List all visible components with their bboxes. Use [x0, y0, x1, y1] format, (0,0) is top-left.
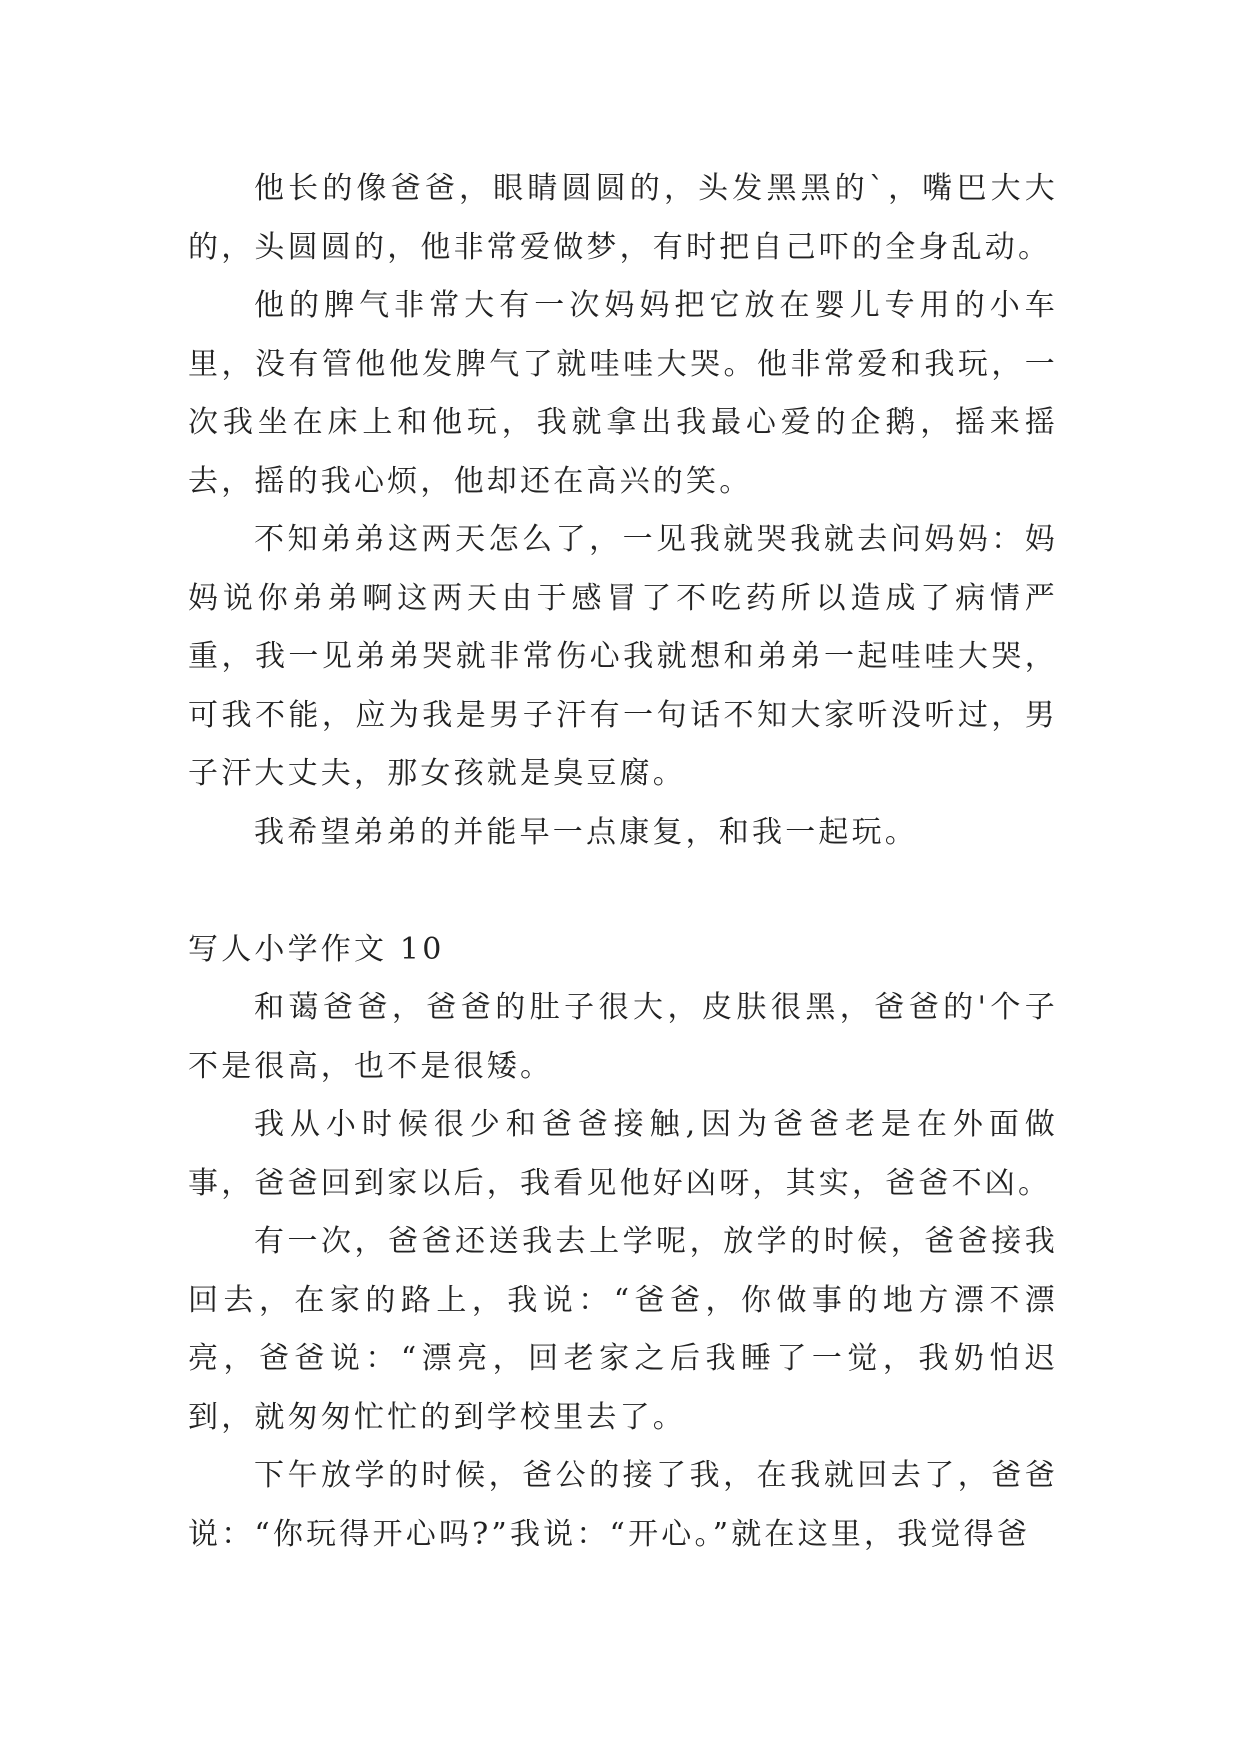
- paragraph: 不知弟弟这两天怎么了，一见我就哭我就去问妈妈：妈妈说你弟弟啊这两天由于感冒了不吃药所以造成了病情严重，我一见弟弟哭就非常伤心我就想和弟弟一起哇哇大哭，可我不能，应为我是男子汗有一句话不知大家听没听过，男子汗大丈夫，那女孩就是臭豆腐。: [188, 522, 1058, 791]
- paragraph: 和蔼爸爸，爸爸的肚子很大，皮肤很黑，爸爸的'个子不是很高，也不是很矮。: [188, 990, 1058, 1084]
- paragraph: 我希望弟弟的并能早一点康复，和我一起玩。: [254, 814, 918, 850]
- section-title: 写人小学作文 10: [188, 931, 445, 967]
- blank-line: [188, 862, 1058, 921]
- paragraph: 我从小时候很少和爸爸接触,因为爸爸老是在外面做事，爸爸回到家以后，我看见他好凶呀，其实，爸爸不凶。: [188, 1107, 1058, 1201]
- paragraph: 下午放学的时候，爸公的接了我，在我就回去了，爸爸说：“你玩得开心吗?”我说：“开心。”就在这里，我觉得爸: [188, 1458, 1058, 1552]
- document-body: [188, 160, 1058, 1564]
- paragraph: 有一次，爸爸还送我去上学呢，放学的时候，爸爸接我回去，在家的路上，我说：“爸爸，你做事的地方漂不漂亮，爸爸说：“漂亮，回老家之后我睡了一觉，我奶怕迟到，就匆匆忙忙的到学校里去了。: [188, 1224, 1058, 1435]
- paragraph: 他的脾气非常大有一次妈妈把它放在婴儿专用的小车里，没有管他他发脾气了就哇哇大哭。他非常爱和我玩，一次我坐在床上和他玩，我就拿出我最心爱的企鹅，摇来摇去，摇的我心烦，他却还在高兴的笑。: [188, 288, 1058, 499]
- paragraph: 他长的像爸爸，眼睛圆圆的，头发黑黑的`，嘴巴大大的，头圆圆的，他非常爱做梦，有时把自己吓的全身乱动。: [188, 171, 1058, 265]
